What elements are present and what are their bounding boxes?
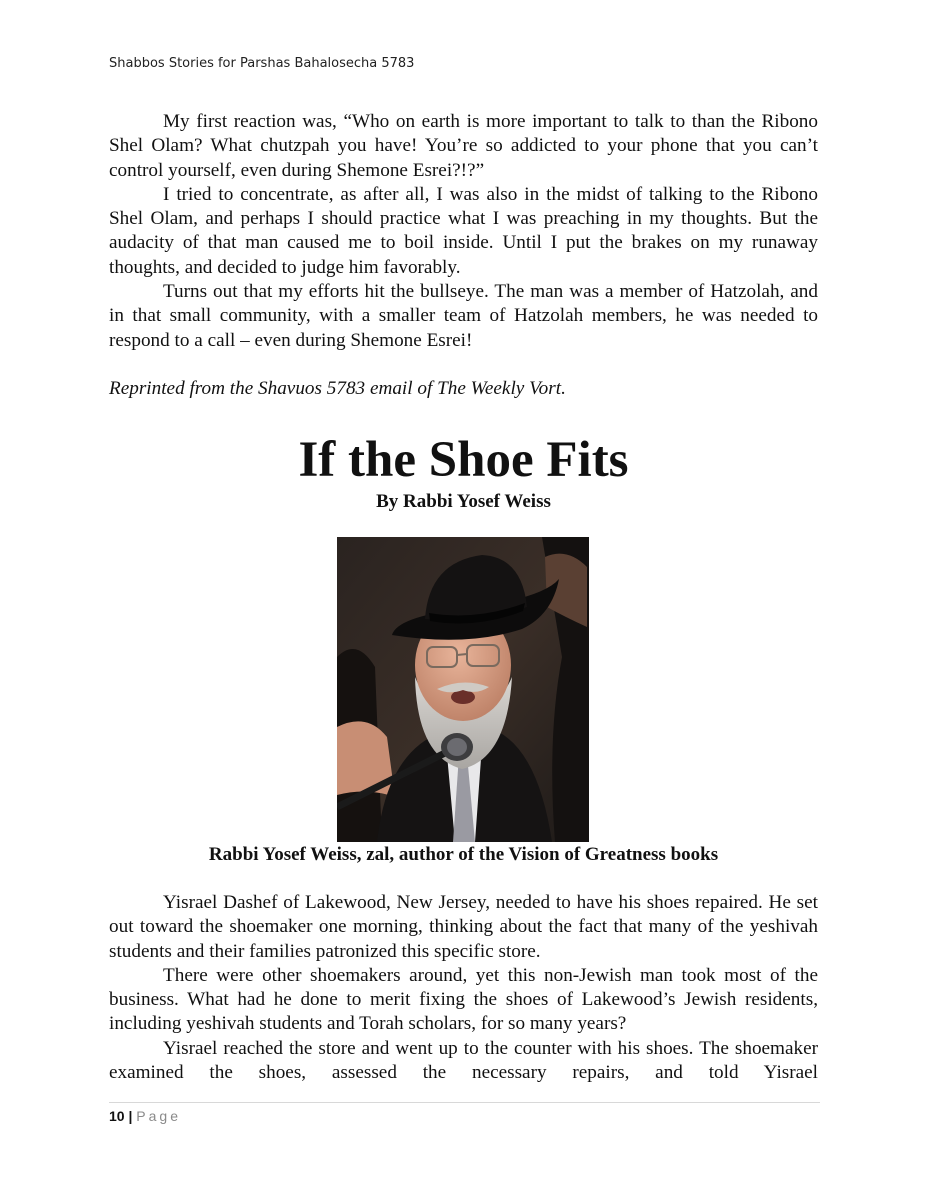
footer-separator: | <box>128 1108 133 1124</box>
running-header: Shabbos Stories for Parshas Bahalosecha 5783 <box>109 56 415 71</box>
author-photo <box>337 537 589 842</box>
page-footer <box>109 1107 181 1125</box>
intro-text <box>109 110 818 353</box>
article-byline: By Rabbi Yosef Weiss <box>376 491 551 512</box>
page-number: 10 <box>109 1108 125 1124</box>
intro-paragraph-3: Turns out that my efforts hit the bullseye. The man was a member of Hatzolah, and in that small community, with a smaller team of Hatzolah members, he was needed to respond to a call – even during Shemone Esrei! <box>109 281 818 351</box>
intro-paragraph-1: My first reaction was, “Who on earth is more important to talk to than the Ribono Shel Olam? What chutzpah you have! You’re so addicted to your phone that you can’t control yourself, even during Shemone Esrei?!?” <box>109 111 818 181</box>
photo-caption: Rabbi Yosef Weiss, zal, author of the Vision of Greatness books <box>208 844 719 865</box>
article-body <box>109 891 818 1085</box>
article-title: If the Shoe Fits <box>298 432 629 488</box>
article-paragraph-2: There were other shoemakers around, yet this non-Jewish man took most of the business. What had he done to merit fixing the shoes of Lakewood’s Jewish residents, including yeshivah students and Torah scholars, for so many years? <box>109 964 818 1035</box>
footer-divider <box>109 1102 820 1103</box>
article-paragraph-3: Yisrael reached the store and went up to the counter with his shoes. The shoemaker examined the shoes, assessed the necessary repairs, and told Yisrael <box>109 1037 818 1084</box>
intro-paragraph-2: I tried to concentrate, as after all, I was also in the midst of talking to the Ribono Shel Olam, and perhaps I should practice what I was preaching in my thoughts. But the audacity of that man caused me to boil inside. Until I put the brakes on my runaway thoughts, and decided to judge him favorably. <box>109 183 818 278</box>
article-paragraph-1: Yisrael Dashef of Lakewood, New Jersey, needed to have his shoes repaired. He set out toward the shoemaker one morning, thinking about the fact that many of the yeshivah students and their families patronized this specific store. <box>109 892 818 962</box>
page-word: Page <box>136 1108 181 1124</box>
reprint-note: Reprinted from the Shavuos 5783 email of The Weekly Vort. <box>109 378 566 399</box>
